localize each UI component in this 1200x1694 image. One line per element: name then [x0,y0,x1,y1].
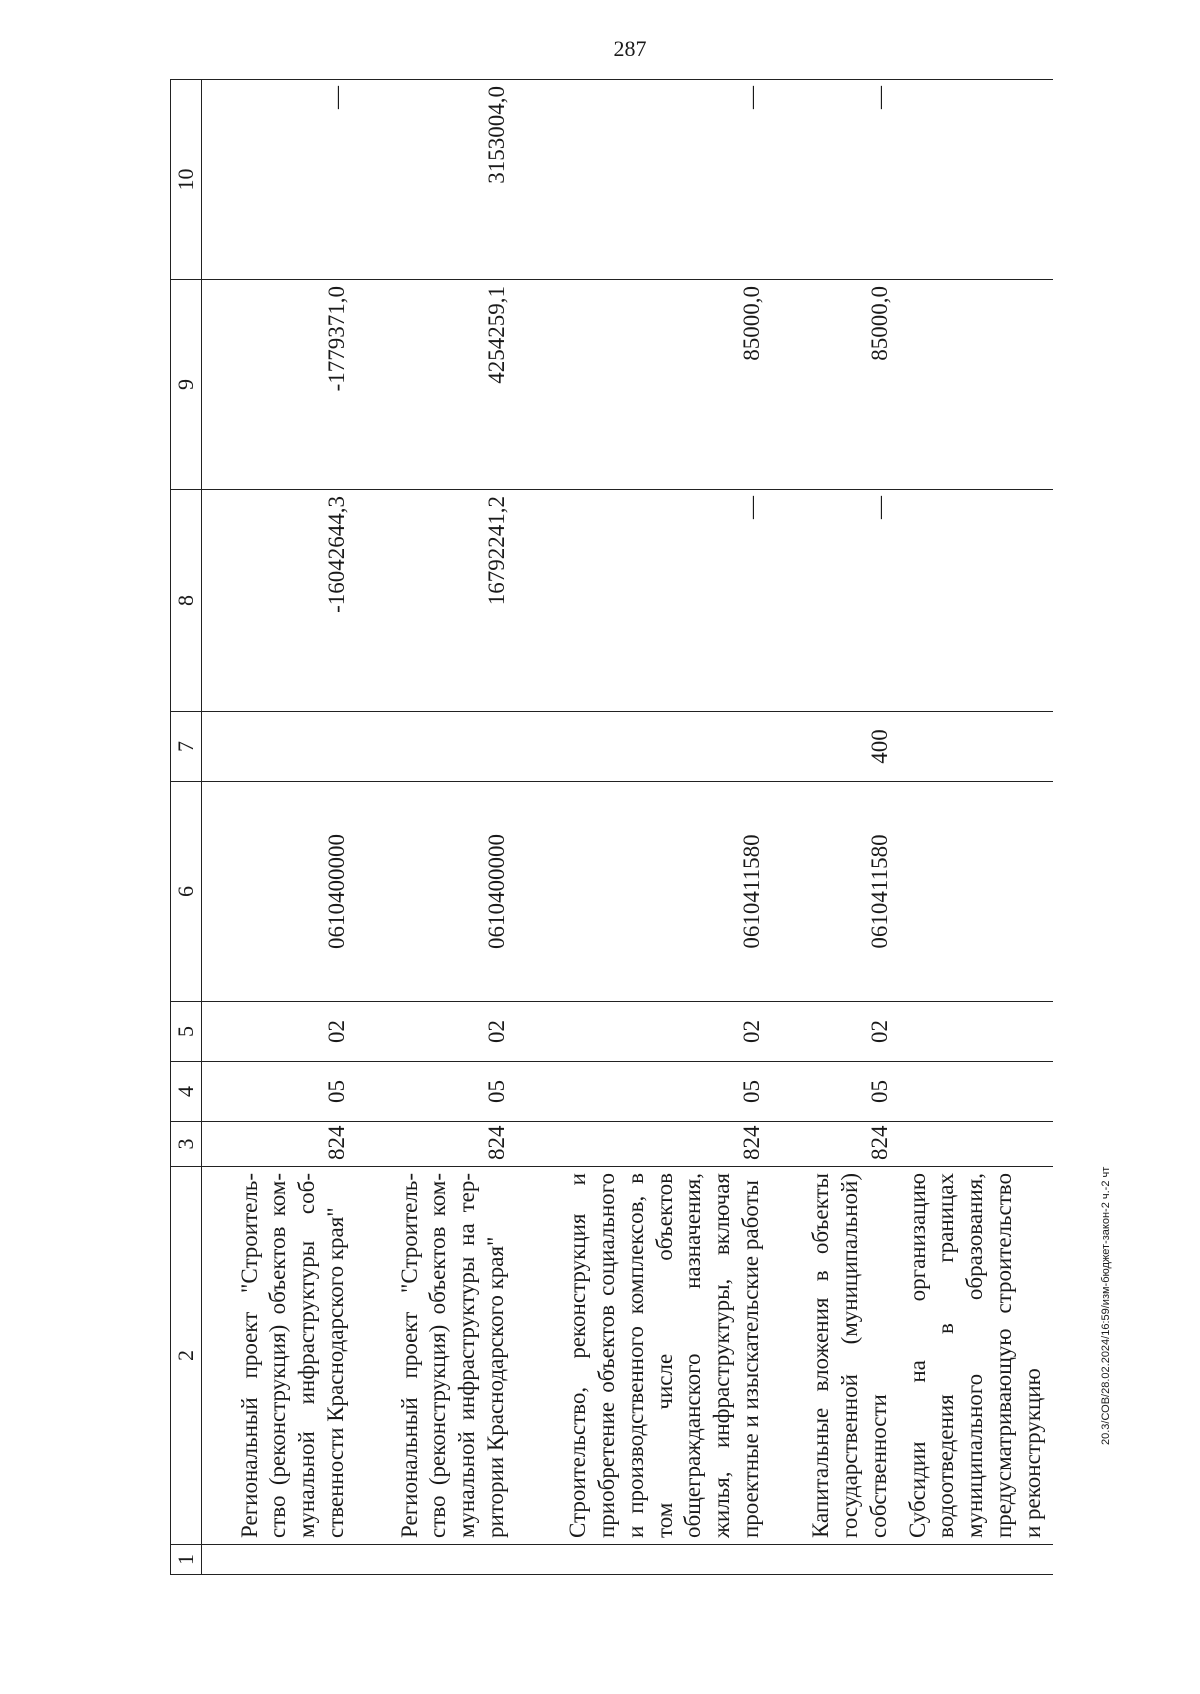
document-footer-code: 20.3/СОВ/28.02.2024/16:59/изм-бюджет-закон-2 ч.-2 чт [1100,1166,1112,1445]
table-row [900,80,1054,1575]
row-cell-8 [900,490,1054,712]
row-cell-6: 0610411580 [517,782,772,1002]
row-cell-6: 0610400000 [202,782,357,1002]
row-cell-7 [357,712,517,782]
row-cell-1 [900,1545,1054,1575]
row-cell-8: — [772,490,900,712]
row-cell-5: 02 [357,1002,517,1062]
row-cell-1 [517,1545,772,1575]
header-cell: 10 [171,80,202,280]
row-cell-1 [772,1545,900,1575]
row-name: Региональный проект "Строитель-ство (реконструкция) объектов ком-мунальной инфраструктуры соб-ственности Краснодарского края" [202,1167,357,1545]
row-cell-10 [900,80,1054,280]
row-cell-4: 05 [517,1062,772,1122]
row-cell-4: 05 [772,1062,900,1122]
header-cell: 9 [171,280,202,490]
row-cell-6: 0610400000 [357,782,517,1002]
header-cell: 7 [171,712,202,782]
row-cell-3: 824 [202,1122,357,1167]
row-cell-3: 824 [357,1122,517,1167]
row-cell-1 [357,1545,517,1575]
row-cell-7 [900,712,1054,782]
row-cell-5: 02 [772,1002,900,1062]
row-cell-8: -16042644,3 [202,490,357,712]
header-cell: 5 [171,1002,202,1062]
row-cell-6: 0610411580 [772,782,900,1002]
header-cell: 8 [171,490,202,712]
row-cell-9: 85000,0 [772,280,900,490]
row-cell-5 [900,1002,1054,1062]
row-cell-7: 400 [772,712,900,782]
row-cell-1 [202,1545,357,1575]
row-cell-10: — [772,80,900,280]
row-cell-10: — [517,80,772,280]
row-cell-7 [517,712,772,782]
page-number: 287 [613,36,647,61]
row-cell-4: 05 [357,1062,517,1122]
header-cell: 4 [171,1062,202,1122]
row-cell-4: 05 [202,1062,357,1122]
row-name: Строительство, реконструкция и приобретение объектов социального и производственного комплексов, в том числе объектов общегражданского назначения, жилья, инфраструктуры, включая проектные и изыскательские работы [517,1167,772,1545]
row-name: Субсидии на организацию водоотведения в границах муниципального образования, предусматривающую строительство и реконструкцию [900,1167,1054,1545]
row-cell-4 [900,1062,1054,1122]
header-cell: 3 [171,1122,202,1167]
header-cell: 6 [171,782,202,1002]
table-row [772,80,900,1575]
table-row [202,80,357,1575]
row-cell-3 [900,1122,1054,1167]
rotated-table-container [170,80,1045,1575]
row-cell-3: 824 [517,1122,772,1167]
row-cell-10: — [202,80,357,280]
row-cell-5: 02 [202,1002,357,1062]
row-cell-7 [202,712,357,782]
row-cell-5: 02 [517,1002,772,1062]
header-cell: 1 [171,1545,202,1575]
budget-table [170,79,1053,1575]
table-row [357,80,517,1575]
row-cell-8: — [517,490,772,712]
row-cell-8: 16792241,2 [357,490,517,712]
row-cell-9: 85000,0 [517,280,772,490]
row-cell-9: -1779371,0 [202,280,357,490]
row-cell-3: 824 [772,1122,900,1167]
row-name: Региональный проект "Строитель-ство (реконструкция) объектов ком-мунальной инфраструктуры на тер-ритории Краснодарского края" [357,1167,517,1545]
header-cell: 2 [171,1167,202,1545]
table-row [517,80,772,1575]
row-cell-6 [900,782,1054,1002]
header-row [171,80,202,1575]
row-cell-9 [900,280,1054,490]
row-cell-10: 3153004,0 [357,80,517,280]
row-name: Капитальные вложения в объекты государственной (муниципальной) собственности [772,1167,900,1545]
row-cell-9: 4254259,1 [357,280,517,490]
